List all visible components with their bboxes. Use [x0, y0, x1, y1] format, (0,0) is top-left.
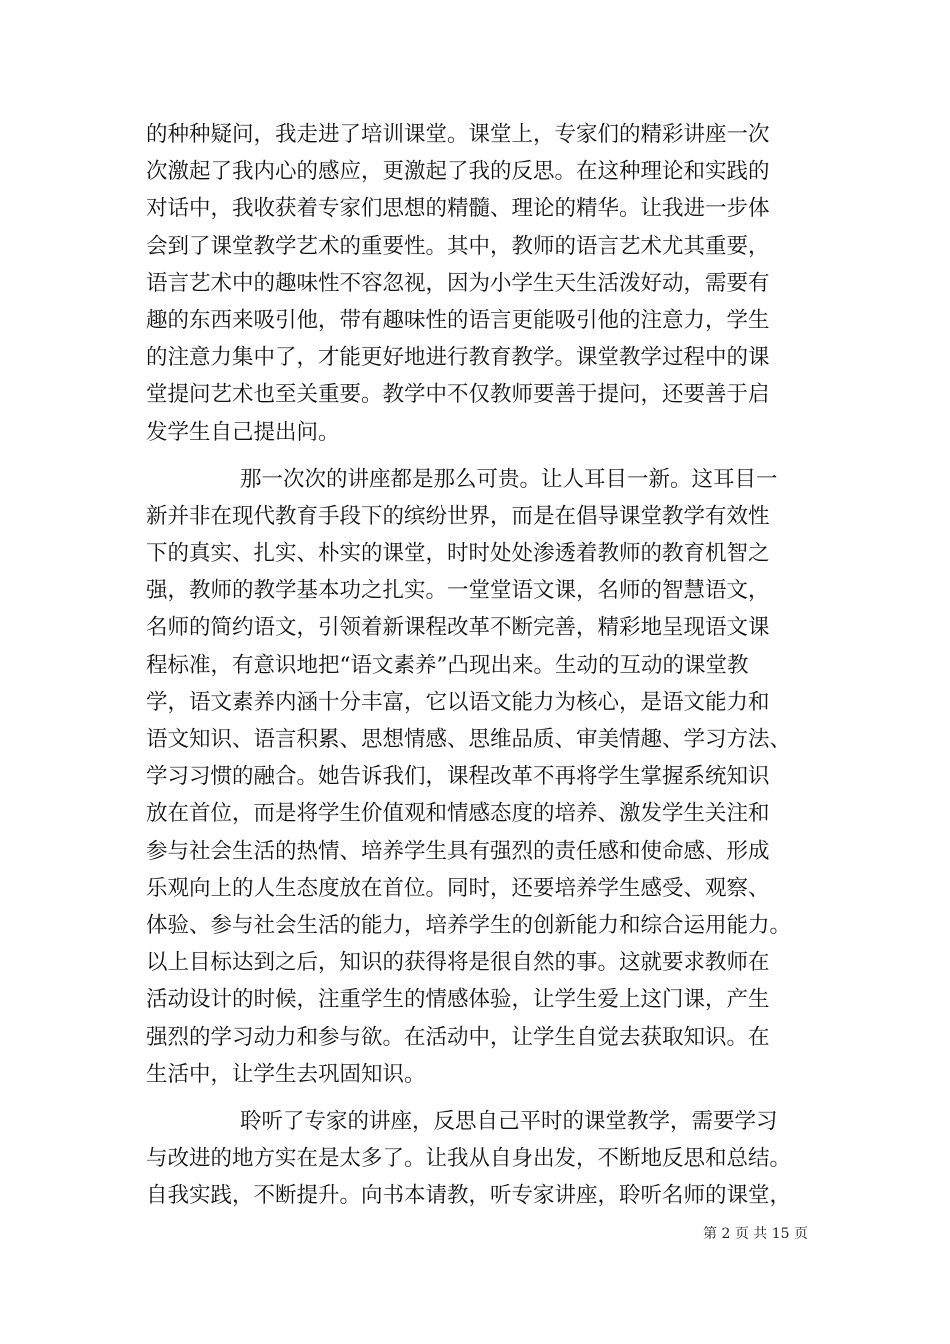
text-line: 参与社会生活的热情、培养学生具有强烈的责任感和使命感、形成: [146, 838, 770, 864]
text-line: 堂提问艺术也至关重要。教学中不仅教师要善于提问，还要善于启: [146, 382, 770, 408]
body-text: [146, 116, 826, 1214]
paragraph-gap: [146, 451, 826, 461]
text-line: 新并非在现代教育手段下的缤纷世界，而是在倡导课堂教学有效性: [146, 503, 770, 529]
text-line: 语文知识、语言积累、思想情感、思维品质、审美情趣、学习方法、: [146, 727, 792, 752]
text-line: 学，语文素养内涵十分丰富，它以语文能力为核心，是语文能力和: [146, 689, 770, 715]
text-line: 生活中，让学生去巩固知识。: [146, 1061, 426, 1087]
text-line: 活动设计的时候，注重学生的情感体验，让学生爱上这门课，产生: [146, 987, 770, 1013]
text-line: 与改进的地方实在是太多了。让我从自身出发，不断地反思和总结。: [146, 1146, 792, 1172]
paragraph-3: [146, 1103, 826, 1215]
text-line: 聆听了专家的讲座，反思自己平时的课堂教学，需要学习: [240, 1108, 778, 1134]
paragraph-gap: [146, 1093, 826, 1103]
text-line: 学习习惯的融合。她告诉我们，课程改革不再将学生掌握系统知识: [146, 764, 770, 790]
paragraph-1: [146, 116, 826, 451]
text-line: 名师的简约语文，引领着新课程改革不断完善，精彩地呈现语文课: [146, 615, 770, 641]
text-line: 强，教师的教学基本功之扎实。一堂堂语文课，名师的智慧语文，: [146, 578, 770, 604]
text-line: 强烈的学习动力和参与欲。在活动中，让学生自觉去获取知识。在: [146, 1024, 770, 1050]
text-line: 那一次次的讲座都是那么可贵。让人耳目一新。这耳目一: [240, 466, 778, 492]
text-line: 程标准，有意识地把“语文素养”凸现出来。生动的互动的课堂教: [146, 652, 749, 678]
text-line: 以上目标达到之后，知识的获得将是很自然的事。这就要求教师在: [146, 950, 770, 976]
text-line: 发学生自己提出问。: [146, 419, 340, 445]
text-line: 下的真实、扎实、朴实的课堂，时时处处渗透着教师的教育机智之: [146, 541, 770, 567]
text-line: 的种种疑问，我走进了培训课堂。课堂上，专家们的精彩讲座一次: [146, 122, 770, 147]
text-line: 自我实践，不断提升。向书本请教，听专家讲座，聆听名师的课堂，: [146, 1183, 792, 1209]
text-line: 放在首位，而是将学生价值观和情感态度的培养、激发学生关注和: [146, 801, 770, 827]
text-line: 次激起了我内心的感应，更激起了我的反思。在这种理论和实践的: [146, 159, 770, 185]
text-line: 对话中，我收获着专家们思想的精髓、理论的精华。让我进一步体: [146, 196, 770, 222]
text-line: 语言艺术中的趣味性不容忽视，因为小学生天生活泼好动，需要有: [146, 270, 770, 296]
paragraph-2: [146, 461, 826, 1093]
text-line: 体验、参与社会生活的能力，培养学生的创新能力和综合运用能力。: [146, 912, 792, 938]
text-line: 会到了课堂教学艺术的重要性。其中，教师的语言艺术尤其重要，: [146, 233, 770, 259]
page-number-footer: 第 2 页 共 15 页: [703, 1226, 808, 1242]
text-line: 乐观向上的人生态度放在首位。同时，还要培养学生感受、观察、: [146, 875, 770, 901]
text-line: 趣的东西来吸引他，带有趣味性的语言更能吸引他的注意力，学生: [146, 307, 770, 333]
text-line: 的注意力集中了，才能更好地进行教育教学。课堂教学过程中的课: [146, 345, 770, 371]
